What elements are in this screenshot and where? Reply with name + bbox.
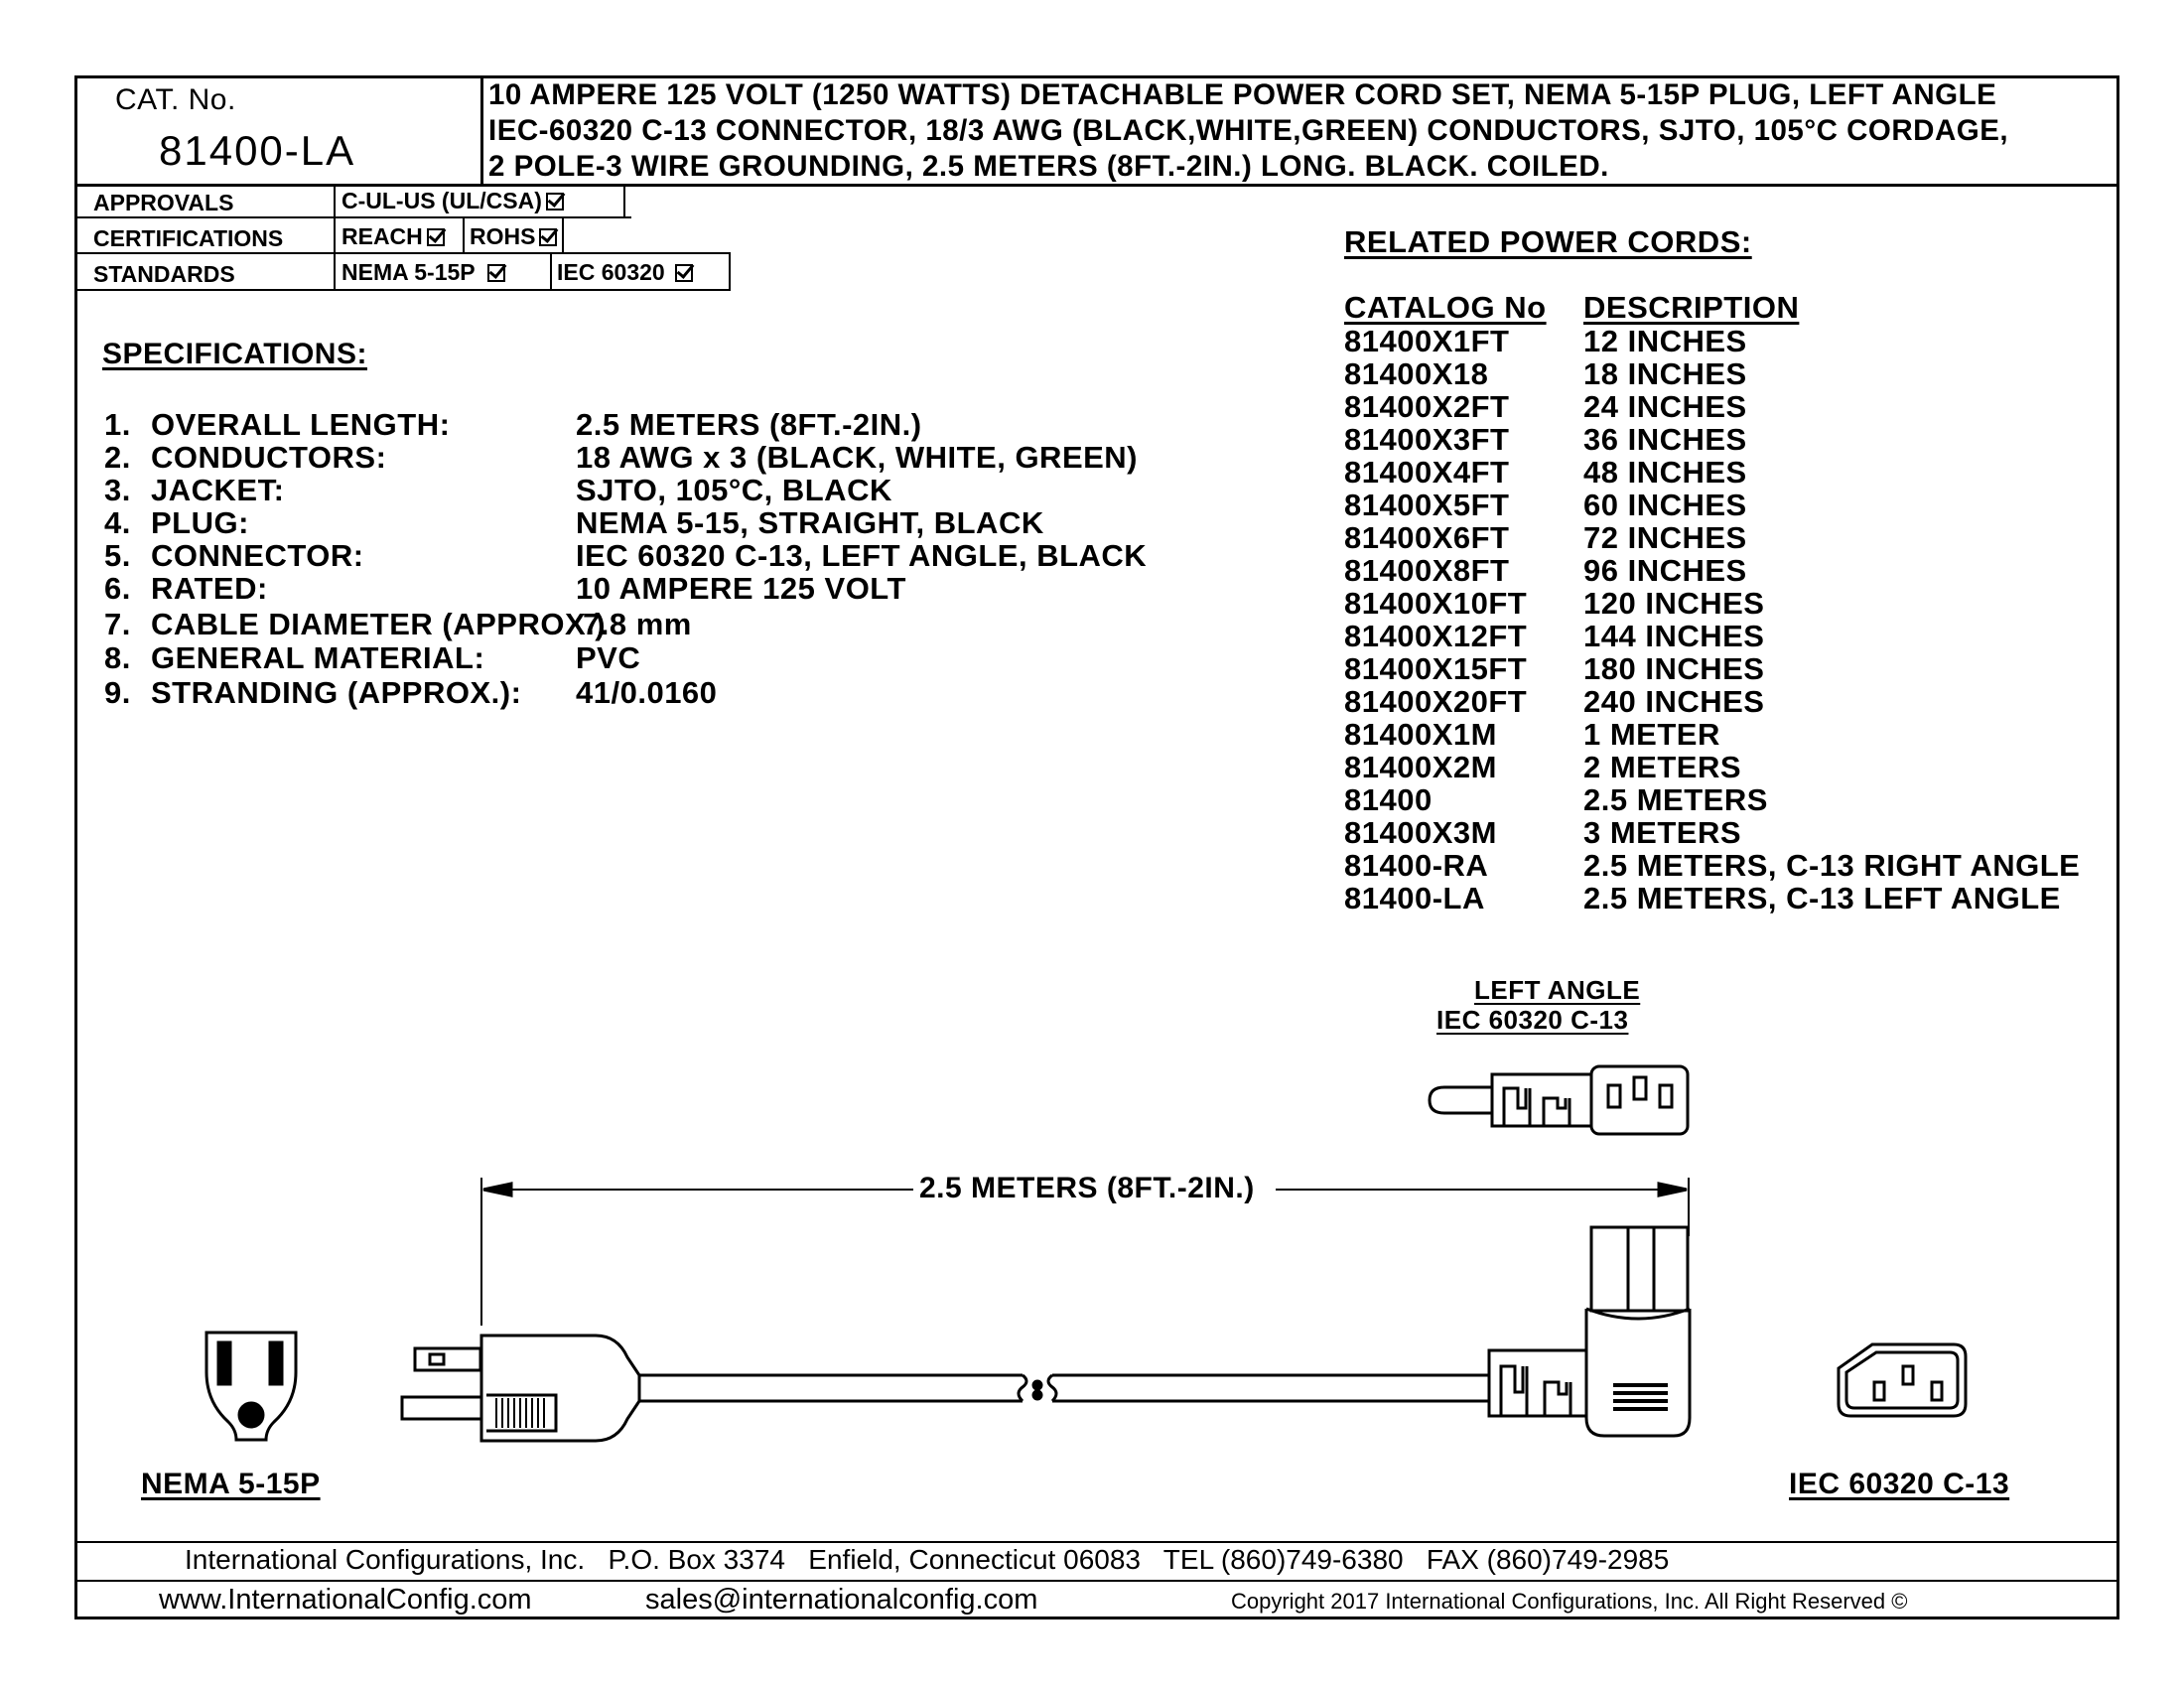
nema-checkbox-icon <box>487 264 505 282</box>
left-angle-label: LEFT ANGLE <box>1474 975 1641 1005</box>
approvals-table <box>75 186 731 291</box>
footer-email[interactable]: sales@internationalconfig.com <box>645 1584 1038 1616</box>
cat-number: 81400-LA <box>159 127 356 174</box>
footer-website[interactable]: www.InternationalConfig.com <box>159 1584 532 1616</box>
certifications-label: CERTIFICATIONS <box>93 225 284 251</box>
standards-label: STANDARDS <box>93 261 235 287</box>
iec-checkbox-icon <box>675 264 693 282</box>
footer-company-line: International Configurations, Inc. P.O. Box 3374 Enfield, Connecticut 06083 TEL (860)749-6380 FAX (860)749-2985 <box>185 1544 1670 1575</box>
related-col-catalog: CATALOG No <box>1344 290 1547 325</box>
std-iec: IEC 60320 <box>557 259 693 286</box>
std-nema: NEMA 5-15P <box>341 259 505 286</box>
length-dimension-label: 2.5 METERS (8FT.-2IN.) <box>915 1172 1259 1205</box>
header-divider <box>480 76 483 185</box>
left-angle-connector-label: IEC 60320 C-13 <box>1436 1005 1629 1035</box>
footer-mid-rule <box>75 1580 2118 1582</box>
approvals-checkbox-icon <box>546 193 564 211</box>
description-line-1: 10 AMPERE 125 VOLT (1250 WATTS) DETACHABLE POWER CORD SET, NEMA 5-15P PLUG, LEFT ANGLE <box>488 78 1997 111</box>
cert-rohs: ROHS <box>470 223 557 250</box>
description-line-3: 2 POLE-3 WIRE GROUNDING, 2.5 METERS (8FT.-2IN.) LONG. BLACK. COILED. <box>488 150 1609 183</box>
approvals-label: APPROVALS <box>93 190 234 215</box>
related-col-description: DESCRIPTION <box>1583 290 1800 325</box>
connector-label: IEC 60320 C-13 <box>1789 1468 2010 1500</box>
cert-reach: REACH <box>341 223 445 250</box>
plug-label: NEMA 5-15P <box>141 1468 321 1500</box>
specifications-title: SPECIFICATIONS: <box>102 338 367 370</box>
header-description <box>488 77 2008 185</box>
related-title: RELATED POWER CORDS: <box>1344 224 1752 259</box>
footer-copyright: Copyright 2017 International Configurations, Inc. All Right Reserved © <box>1231 1589 1908 1614</box>
cat-label: CAT. No. <box>115 83 236 116</box>
footer-top-rule <box>75 1541 2118 1543</box>
rohs-checkbox-icon <box>539 228 557 246</box>
approvals-value: C-UL-US (UL/CSA) <box>341 188 564 214</box>
reach-checkbox-icon <box>427 228 445 246</box>
description-line-2: IEC-60320 C-13 CONNECTOR, 18/3 AWG (BLACK,WHITE,GREEN) CONDUCTORS, SJTO, 105°C CORDAGE, <box>488 114 2009 147</box>
